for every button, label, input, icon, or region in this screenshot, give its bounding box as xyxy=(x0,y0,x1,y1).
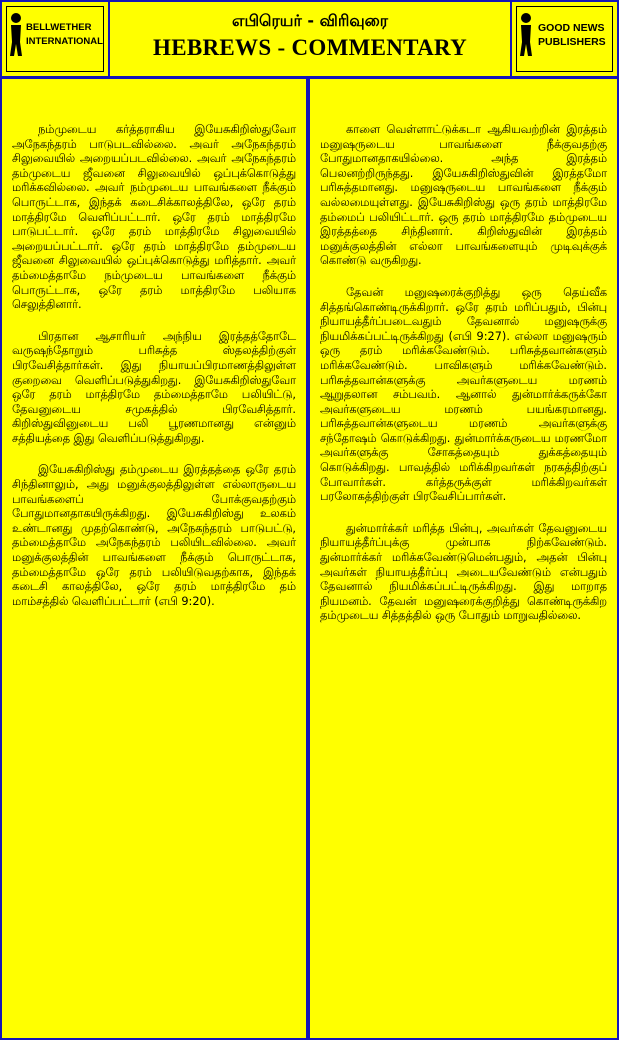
right-column xyxy=(310,79,617,1038)
left-logo-line1: BELLWETHER xyxy=(26,22,92,33)
left-column xyxy=(2,79,306,1038)
person-icon xyxy=(8,12,24,58)
good-news-logo-panel xyxy=(512,2,617,76)
person-icon xyxy=(518,12,534,58)
paragraph: தேவன் மனுஷரைக்குறித்து ஒரு தெய்வீக சித்தங்கொண்டிருக்கிறார். ஒரே தரம் மரிப்பதும், பின்பு நியாயத்தீர்ப்படைவதும் தேவனால் மனுஷருக்கு நியமிக்கப்பட்டிருக்கிறது (எபி 9:27). எல்லா மனுஷரும் ஒரு தரம் மரிக்கவேண்டும். பரிசுத்தவான்களும் மரிக்கவேண்டும். பாவிகளும் மரிக்கவேண்டும். பரிசுத்தவான்களுக்கு அவர்களுடைய மரணம் ஆறுதலான சம்பவம். ஆனால் துன்மார்க்கருக்கோ அவர்களுடைய மரணம் பயங்கரமானது. பரிசுத்தவான்களுடைய மரணம் அவர்களுக்கு சந்தோஷம் கொடுக்கிறது. துன்மார்க்கருடைய மரணமோ அவர்களுக்கு சோகத்தையும் துக்கத்தையும் கொடுக்கிறது. பாவத்தில் மரிக்கிறவர்கள் நரகத்திற்குப் போவார்கள். கர்த்தருக்குள் மரிக்கிறவர்கள் பரலோகத்திற்குள் பிரவேசிப்பார்கள். xyxy=(320,285,607,504)
right-logo-line2: PUBLISHERS xyxy=(538,36,606,48)
bellwether-logo xyxy=(8,12,104,68)
left-column-text xyxy=(12,123,296,626)
left-logo-line2: INTERNATIONAL xyxy=(26,36,103,47)
right-column-text xyxy=(320,123,607,641)
bellwether-logo-panel xyxy=(2,2,108,76)
good-news-logo xyxy=(518,12,613,68)
paragraph: நம்முடைய கர்த்தராகிய இயேசுகிறிஸ்துவோ அநேகந்தரம் பாடுபடவில்லை. அவர் அநேகந்தரம் சிலுவையில் அறையப்படவில்லை. அவர் அநேகந்தரம் தம்முடைய ஜீவனை சிலுவையில் ஒப்புக்கொடுத்து மரிக்கவில்லை. அவர் நம்முடைய பாவங்களை நீக்கும் பொருட்டாக, இந்தக் கடைசிக்காலத்திலே, ஒரே தரம் மாத்திரமே வெளிப்பட்டார். ஒரே தரம் மாத்திரமே பாடுபட்டார். ஒரே தரம் மாத்திரமே சிலுவையில் அறையப்பட்டார். ஒரே தரம் மாத்திரமே தம்முடைய ஜீவனை சிலுவையில் ஒப்புக்கொடுத்து மரித்தார். அவர் தம்மைத்தாமே நம்முடைய பாவங்களை நீக்கும் பொருட்டாக, ஒரே தரம் மாத்திரமே பலியாக செலுத்தினார். xyxy=(12,123,296,312)
page-title-english: HEBREWS - COMMENTARY xyxy=(153,35,467,60)
right-logo-line1: GOOD NEWS xyxy=(538,22,605,34)
page-title-tamil: எபிரெயர் - விரிவுரை xyxy=(231,11,389,30)
paragraph: இயேசுகிறிஸ்து தம்முடைய இரத்தத்தை ஒரே தரம் சிந்தினாலும், அது மனுக்குலத்திலுள்ள எல்லாருடைய பாவங்களைப் போக்குவதற்கும் போதுமானதாகயிருக்கிறது. இயேசுகிறிஸ்து உலகம் உண்டானது முதற்கொண்டு, அநேகந்தரம் பாடுபட்டு, தம்மைத்தாமே அநேகந்தரம் பலியிடவில்லை. அவர் மனுக்குலத்தின் பாவங்களை நீக்கும் பொருட்டாக, தம்மைத்தாமே ஒரே தரம் பலியிடுவதற்காக, இந்தக் கடைசி காலத்திலே, ஒரே தரம் மாத்திரமே தம் மாம்சத்தில் வெளிப்பட்டார் (எபி 9:20). xyxy=(12,463,296,608)
title-panel xyxy=(110,2,510,76)
paragraph: பிரதான ஆசாரியர் அந்நிய இரத்தத்தோடே வருஷந்தோறும் பரிசுத்த ஸ்தலத்திற்குள் பிரவேசித்தார்கள். இது நியாயப்பிரமாணத்திலுள்ள குறைவை வெளிப்படுத்துகிறது. இயேசுகிறிஸ்துவோ ஒரே தரம் மாத்திரமே தம்மைத்தாமே பலியிட்டு, தேவனுடைய சமுகத்தில் பிரவேசித்தார். கிறிஸ்துவினுடைய பலி பூரணமானது என்னும் சத்தியத்தை இது வெளிப்படுத்துகிறது. xyxy=(12,329,296,445)
paragraph: துன்மார்க்கர் மரித்த பின்பு, அவர்கள் தேவனுடைய நியாயத்தீர்ப்புக்கு முன்பாக நிற்கவேண்டும். துன்மார்க்கர் மரிக்கவேண்டுமென்பதும், அதன் பின்பு அவர்கள் நியாயத்தீர்ப்பு அடையவேண்டும் என்பதும் தேவனால் நியமிக்கப்பட்டிருக்கிறது. இது மாறாத நியமனம். தேவன் மனுஷரைக்குறித்து கொண்டிருக்கிற தம்முடைய சித்தத்தில் ஒரு போதும் மாறுவதில்லை. xyxy=(320,521,607,623)
paragraph: காளை வெள்ளாட்டுக்கடா ஆகியவற்றின் இரத்தம் மனுஷருடைய பாவங்களை நீக்குவதற்கு போதுமானதாகயில்லை. அந்த இரத்தம் பெலனற்றிருந்தது. இயேசுகிறிஸ்துவின் இரத்தமோ பரிசுத்தமானது. மனுஷருடைய பாவங்களை நீக்கும் வல்லமையுள்ளது. இயேசுகிறிஸ்து ஒரு தரம் மாத்திரமே தம்மைப் பலியிட்டார். ஒரு தரம் மாத்திரமே தம்முடைய இரத்தத்தை சிந்தினார். கிறிஸ்துவின் இரத்தம் மனுக்குலத்தின் எல்லா பாவங்களையும் முடிவுக்குக் கொண்டு வருகிறது. xyxy=(320,123,607,268)
